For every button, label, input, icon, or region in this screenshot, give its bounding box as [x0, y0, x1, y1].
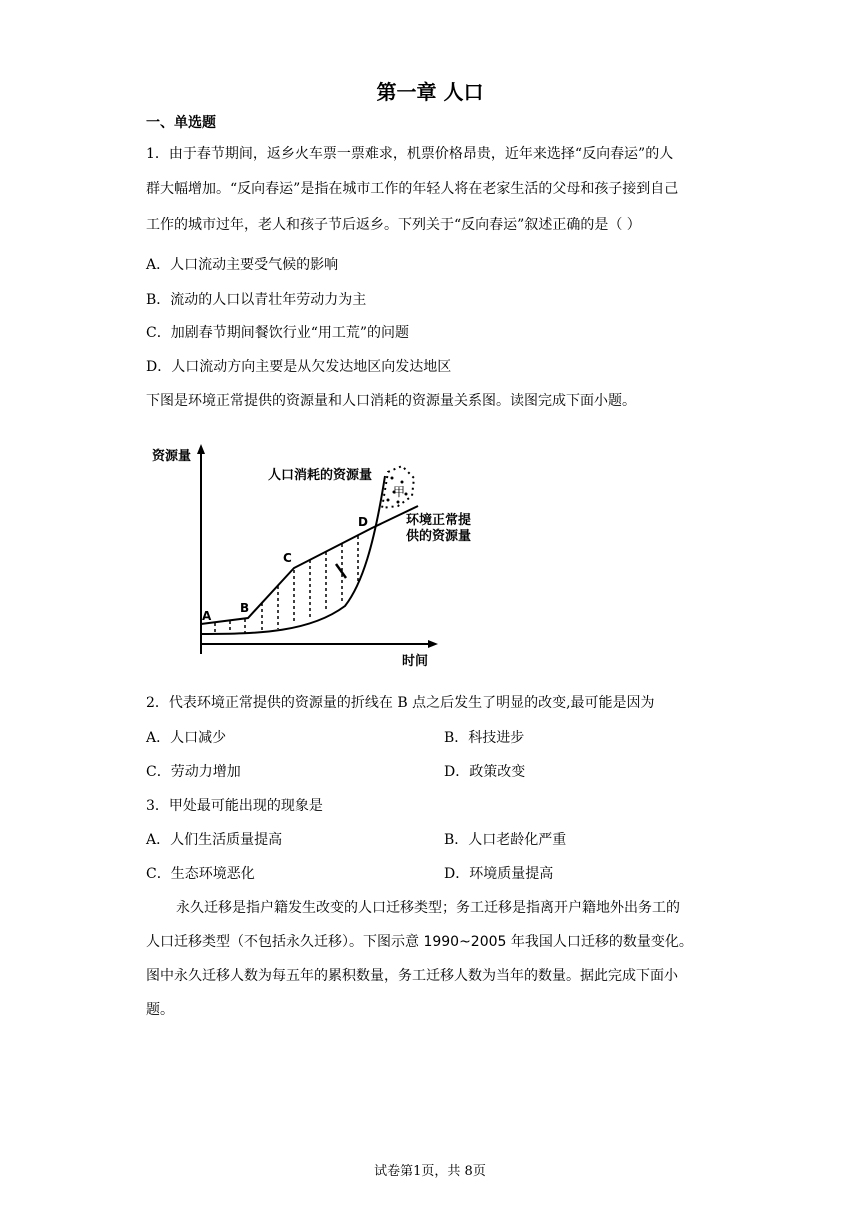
y-axis-arrow: [197, 444, 205, 454]
passage-line-1: 永久迁移是指户籍发生改变的人口迁移类型；务工迁移是指离开户籍地外出务工的: [176, 900, 680, 916]
q3-option-b: B．人口老龄化严重: [444, 832, 567, 848]
trend-arrow: [336, 564, 346, 578]
q2-option-d: D．政策改变: [444, 764, 526, 780]
q2-option-b: B．科技进步: [444, 730, 525, 746]
x-axis-arrow: [428, 640, 438, 648]
consumption-label: 人口消耗的资源量: [268, 468, 373, 483]
resource-diagram: [140, 436, 472, 672]
point-b-label: B: [240, 601, 250, 615]
section-heading: 一、单选题: [146, 115, 216, 131]
region-jia-label: 甲: [393, 485, 406, 499]
passage-line-2: 人口迁移类型（不包括永久迁移）。下图示意 1990~2005 年我国人口迁移的数量变化。: [146, 934, 693, 950]
supply-label-line-2: 供的资源量: [406, 529, 472, 544]
point-c-label: C: [283, 551, 292, 565]
q2-option-a: A．人口减少: [146, 730, 227, 746]
q2-option-c: C．劳动力增加: [146, 764, 241, 780]
q3-stem: 3．甲处最可能出现的现象是: [146, 798, 323, 814]
passage-line-4: 题。: [146, 1002, 174, 1018]
q1-stem-line-3: 工作的城市过年，老人和孩子节后返乡。下列关于“反向春运”叙述正确的是（ ）: [146, 217, 641, 233]
supply-line: [201, 506, 418, 624]
q3-option-a: A．人们生活质量提高: [146, 832, 283, 848]
x-axis-label: 时间: [402, 654, 429, 669]
point-d-label: D: [358, 515, 368, 529]
q3-option-d: D．环境质量提高: [444, 866, 554, 882]
page-title: 第一章 人口: [376, 80, 484, 104]
y-axis-label: 资源量: [152, 449, 192, 464]
point-a-label: A: [202, 609, 212, 623]
supply-label-line-1: 环境正常提: [406, 513, 472, 528]
q1-option-d: D．人口流动方向主要是从欠发达地区向发达地区: [146, 359, 452, 375]
q1-option-a: A．人口流动主要受气候的影响: [146, 257, 339, 273]
page-footer: 试卷第1页，共 8页: [374, 1164, 486, 1179]
q1-option-c: C．加剧春节期间餐饮行业“用工荒”的问题: [146, 325, 410, 341]
q2-stem: 2．代表环境正常提供的资源量的折线在 B 点之后发生了明显的改变,最可能是因为: [146, 695, 655, 711]
q1-stem-line-2: 群大幅增加。“反向春运”是指在城市工作的年轻人将在老家生活的父母和孩子接到自己: [146, 181, 679, 197]
figure-intro: 下图是环境正常提供的资源量和人口消耗的资源量关系图。读图完成下面小题。: [146, 393, 636, 409]
passage-line-3: 图中永久迁移人数为每五年的累积数量，务工迁移人数为当年的数量。据此完成下面小: [146, 968, 678, 984]
q1-option-b: B．流动的人口以青壮年劳动力为主: [146, 292, 367, 308]
q1-stem-line-1: 1．由于春节期间，返乡火车票一票难求，机票价格昂贵，近年来选择“反向春运”的人: [146, 146, 674, 162]
q3-option-c: C．生态环境恶化: [146, 866, 255, 882]
